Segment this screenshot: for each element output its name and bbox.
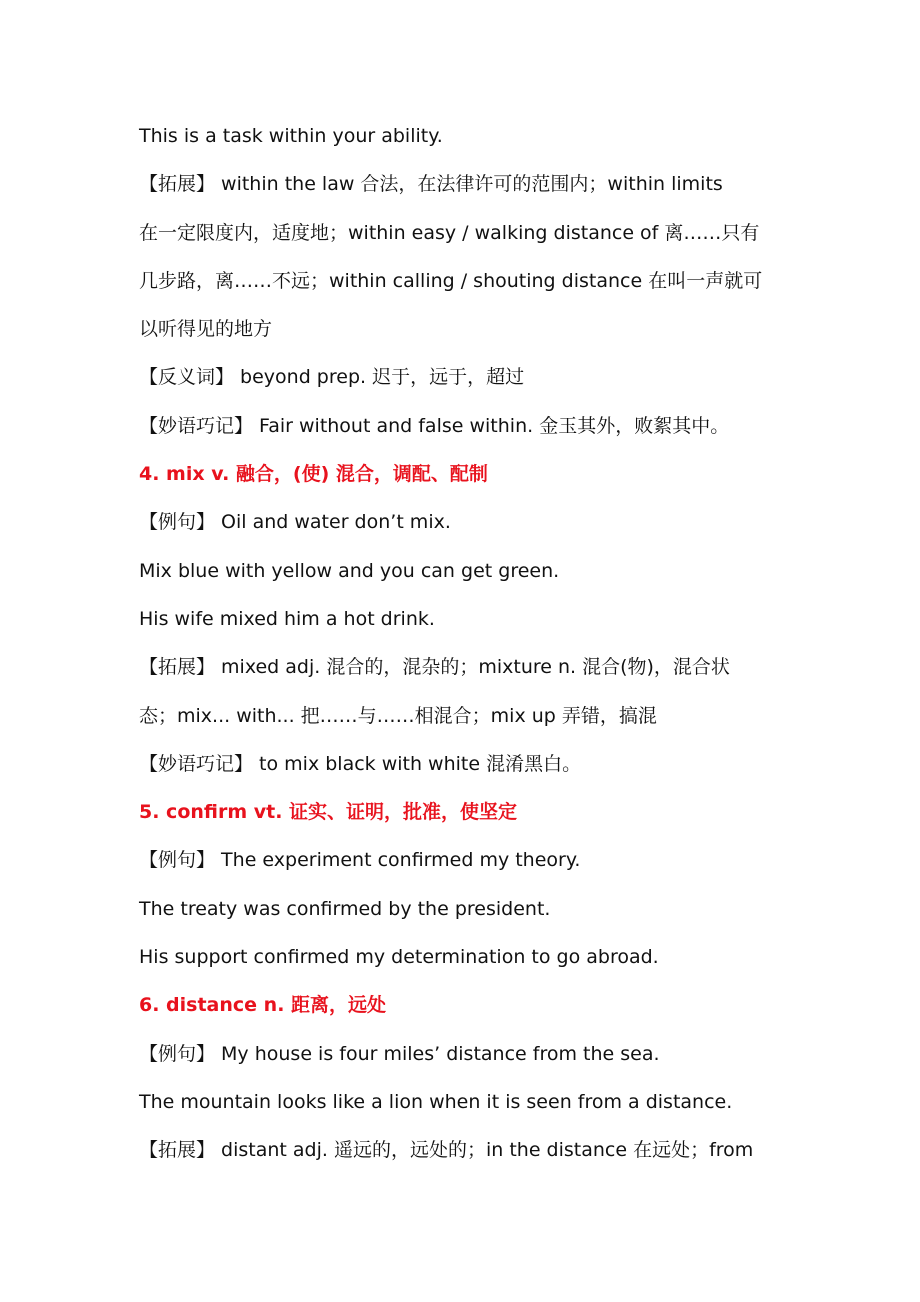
- text-line: This is a task within your ability.: [139, 125, 443, 147]
- text-line: 【例句】 My house is four miles’ distance from the sea.: [139, 1042, 660, 1065]
- text-line: 【例句】 Oil and water don’t mix.: [139, 511, 451, 534]
- text-line: The mountain looks like a lion when it is seen from a distance.: [139, 1090, 733, 1113]
- text-line: 【例句】 The experiment confirmed my theory.: [139, 849, 581, 872]
- text-line: 【拓展】 distant adj. 遥远的，远处的；in the distance 在远处；from: [139, 1139, 754, 1162]
- text-line: 态；mix... with... 把……与……相混合；mix up 弄错，搞混: [139, 704, 657, 727]
- text-line: 几步路，离……不远；within calling / shouting distance 在叫一声就可: [139, 269, 763, 292]
- text-line: Mix blue with yellow and you can get green.: [139, 559, 560, 582]
- text-line: 【反义词】 beyond prep. 迟于，远于，超过: [139, 366, 525, 389]
- document-page: [139, 112, 799, 1175]
- text-line: His support confirmed my determination to go abroad.: [139, 946, 659, 969]
- text-line: 在一定限度内，适度地；within easy / walking distance of 离……只有: [139, 221, 760, 244]
- text-line: 【拓展】 within the law 合法，在法律许可的范围内；within limits: [139, 173, 723, 196]
- text-line: 【拓展】 mixed adj. 混合的，混杂的；mixture n. 混合(物)，混合状: [139, 656, 730, 679]
- text-line: 【妙语巧记】 to mix black with white 混淆黑白。: [139, 752, 582, 775]
- text-line: His wife mixed him a hot drink.: [139, 607, 435, 630]
- section-heading-distance: 6. distance n. 距离，远处: [139, 994, 387, 1017]
- text-line: 【妙语巧记】 Fair without and false within. 金玉其外，败絮其中。: [139, 414, 730, 437]
- text-line: The treaty was confirmed by the president.: [139, 897, 551, 920]
- section-heading-confirm: 5. confirm vt. 证实、证明，批准，使坚定: [139, 801, 518, 824]
- section-heading-mix: 4. mix v. 融合，(使) 混合，调配、配制: [139, 463, 488, 486]
- text-line: 以听得见的地方: [139, 318, 273, 341]
